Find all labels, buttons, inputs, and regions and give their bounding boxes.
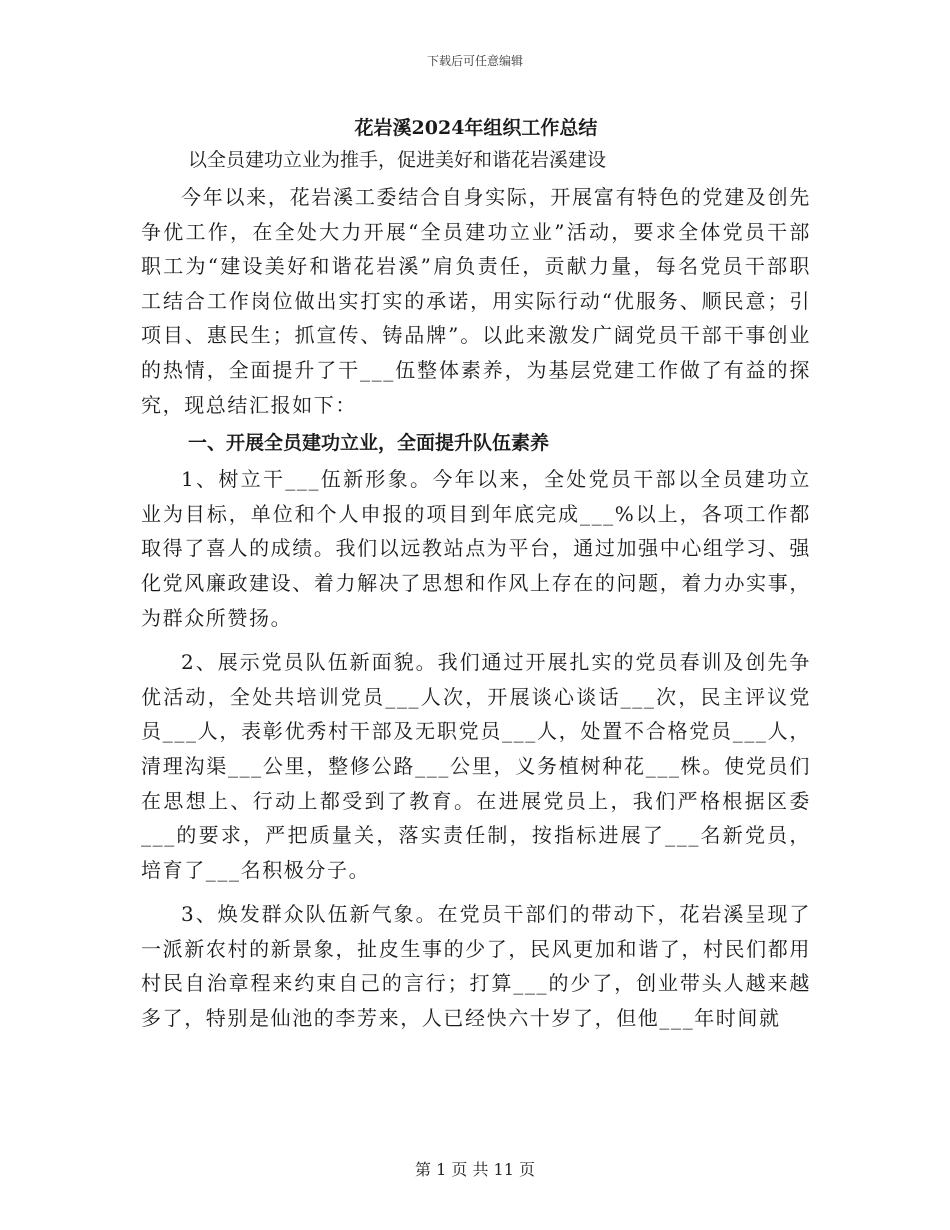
intro-paragraph: 今年以来，花岩溪工委结合自身实际，开展富有特色的党建及创先争优工作，在全处大力开展“全员建功立业”活动，要求全体党员干部职工为“建设美好和谐花岩溪”肩负责任，贡献力量，每名党员干部职工结合工作岗位做出实打实的承诺，用实际行动“优服务、顺民意；引项目、惠民生；抓宣传、铸品牌”。以此来激发广阔党员干部干事创业的热情，全面提升了干___伍整体素养，为基层党建工作做了有益的探究，现总结汇报如下： bbox=[141, 185, 811, 417]
document-body bbox=[141, 112, 811, 1036]
item-3-paragraph: 3、焕发群众队伍新气象。在党员干部们的带动下，花岩溪呈现了一派新农村的新景象，扯皮生事的少了，民风更加和谐了，村民们都用村民自治章程来约束自己的言行；打算___的少了，创业带头人越来越多了，特别是仙池的李芳来，人已经快六十岁了，但他___年时间就 bbox=[141, 902, 811, 1031]
page-number: 第 1 页 共 11 页 bbox=[415, 1160, 535, 1179]
document-title: 花岩溪2024年组织工作总结 bbox=[354, 117, 598, 139]
item-1-paragraph: 1、树立干___伍新形象。今年以来，全处党员干部以全员建功立业为目标，单位和个人申报的项目到年底完成___%以上，各项工作都取得了喜人的成绩。我们以远教站点为平台，通过加强中心组学习、强化党风廉政建设、着力解决了思想和作风上存在的问题，着力办实事，为群众所赞扬。 bbox=[141, 467, 811, 630]
item-2-paragraph: 2、展示党员队伍新面貌。我们通过开展扎实的党员春训及创先争优活动，全处共培训党员___人次，开展谈心谈话___次，民主评议党员___人，表彰优秀村干部及无职党员___人，处置不合格党员___人，清理沟渠___公里，整修公路___公里，义务植树种花___株。使党员们在思想上、行动上都受到了教育。在进展党员上，我们严格根据区委___的要求，严把质量关，落实责任制，按指标进展了___名新党员，培育了___名积极分子。 bbox=[141, 650, 811, 882]
page-header-note: 下载后可任意编辑 bbox=[426, 54, 523, 68]
section-heading: 一、开展全员建功立业，全面提升队伍素养 bbox=[188, 432, 550, 455]
document-subtitle: 以全员建功立业为推手，促进美好和谐花岩溪建设 bbox=[188, 149, 607, 171]
